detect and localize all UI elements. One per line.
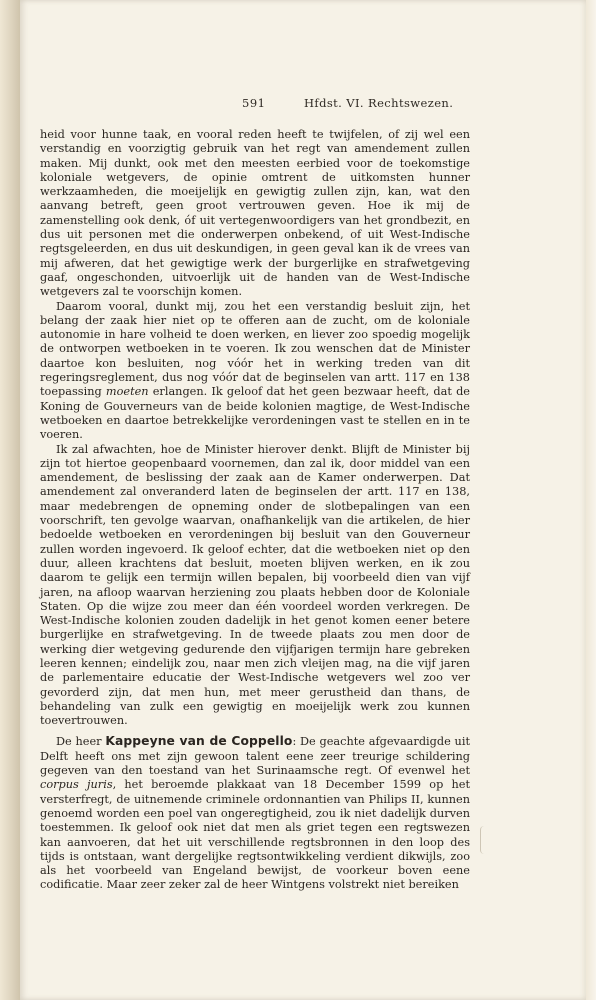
running-header [242,96,472,112]
book-gutter [0,0,20,1000]
page-edge [586,0,596,1000]
margin-mark [480,826,487,854]
body-text [40,128,470,893]
paragraph [40,734,470,892]
paragraph-text: , het beroemde plakkaat van 18 December 1599 op het versterfregt, de uitnemende criminele ordonnantien van Philips II, kunnen genoemd worden een poel van ongeregtigheid, zou ik niet dadelijk durven toestemmen. Ik geloof ook niet dat men als griet tegen een regtswezen kan aanvoeren, dat het uit verschillende regtsbronnen in den loop des tijds is ontstaan, want dergelijke regtsontwikkeling verdient dikwijls, zoo als het voorbeeld van Engeland bewijst, de voorkeur boven eene codificatie. Maar zeer zeker zal de heer Wintgens volstrekt niet bereiken [40,778,470,892]
paragraph-text: Ik zal afwachten, hoe de Minister hierover denkt. Blijft de Minister bij zijn tot hiertoe geopenbaard voornemen, dan zal ik, door middel van een amendement, de beslissing der zaak aan de Kamer onderwerpen. Dat amendement zal onveranderd laten de beginselen der artt. 117 en 138, maar medebrengen de opneming onder de slotbepalingen van een voorschrift, ten gevolge waarvan, onafhankelijk van die artikelen, de hier bedoelde wetboeken en verordeningen bij besluit van den Gouverneur zullen worden ingevoerd. Ik geloof echter, dat die wetboeken niet op den duur, alleen krachtens dat besluit, moeten blijven werken, en ik zou daarom te gelijk een termijn willen bepalen, bij voorbeeld dien van vijf jaren, na afloop waarvan herziening zou plaats hebben door de Koloniale Staten. Op die wijze zou meer dan één voordeel worden verkregen. De West-Indische kolonien zouden dadelijk in het genot komen eener betere burgerlijke en strafwetgeving. In de tweede plaats zou men door de werking dier wetgeving gedurende den vijfjarigen termijn hare gebreken leeren kennen; eindelijk zou, naar men zich vleijen mag, na die vijf jaren de parlementaire educatie der West-Indische wetgevers wel zoo ver gevorderd zijn, dat men hun, met meer gerustheid dan thans, de behandeling van zulk een gewigtig en moeijelijk werk zou kunnen toevertrouwen. [40,442,470,728]
speaker-name: Kappeyne van de Coppello [105,734,293,749]
paragraph-text: De heer [56,735,106,749]
page-number: 591 [242,96,266,110]
paragraph-text: : De geachte afgevaardigde uit Delft heeft ons met zijn gewoon talent eene zeer treurige schildering gegeven van den toestand van het Surinaamsche regt. Of evenwel het [40,735,470,778]
chapter-label: Hfdst. VI. [304,96,364,110]
paragraph-text: Daarom vooral, dunkt mij, zou het een verstandig besluit zijn, het belang der zaak hier niet op te offeren aan de zucht, om de koloniale autonomie in hare volheid te doen werken, en liever zoo spoedig mogelijk de ontworpen wetboeken in te voeren. Ik zou wenschen dat de Minister daartoe kon besluiten, nog vóór het in werking treden van dit regeringsreglement, dus nog vóór dat de beginselen van artt. 117 en 138 toepassing [40,299,470,399]
paragraph [40,300,470,443]
paragraph [40,128,470,300]
running-title [304,96,453,110]
italic-term: corpus juris [40,778,113,792]
paragraph-text: heid voor hunne taak, en vooral reden heeft te twijfelen, of zij wel een verstandig en voorzigtig gebruik van het regt van amendement zullen maken. Mij dunkt, ook met den meesten eerbied voor de toekomstige koloniale wetgevers, de opinie omtrent de uitkomsten hunner werkzaamheden, die moeijelijk en gewigtig zullen zijn, kan, wat den aanvang betreft, geen groot vertrouwen geven. Hoe ik mij de zamenstelling ook denk, óf uit vertegenwoordigers van het grondbezit, en dus uit personen met die onderwerpen onbekend, of uit West-Indische regtsgeleerden, en dus uit deskundigen, in geen geval kan ik de vrees van mij afweren, dat het gewigtige werk der burgerlijke en strafwetgeving gaaf, ongeschonden, uitvoerlijk uit de handen van de West-Indische wetgevers zal te voorschijn komen. [40,128,470,299]
italic-term: moeten [105,385,149,399]
paragraph-text: erlangen. Ik geloof dat het geen bezwaar heeft, dat de Koning de Gouverneurs van de beide kolonien magtige, de West-Indische wetboeken en daartoe betrekkelijke verordeningen vast te stellen en in te voeren. [40,385,470,442]
paragraph [40,443,470,729]
section-title: Rechtswezen. [368,96,454,110]
